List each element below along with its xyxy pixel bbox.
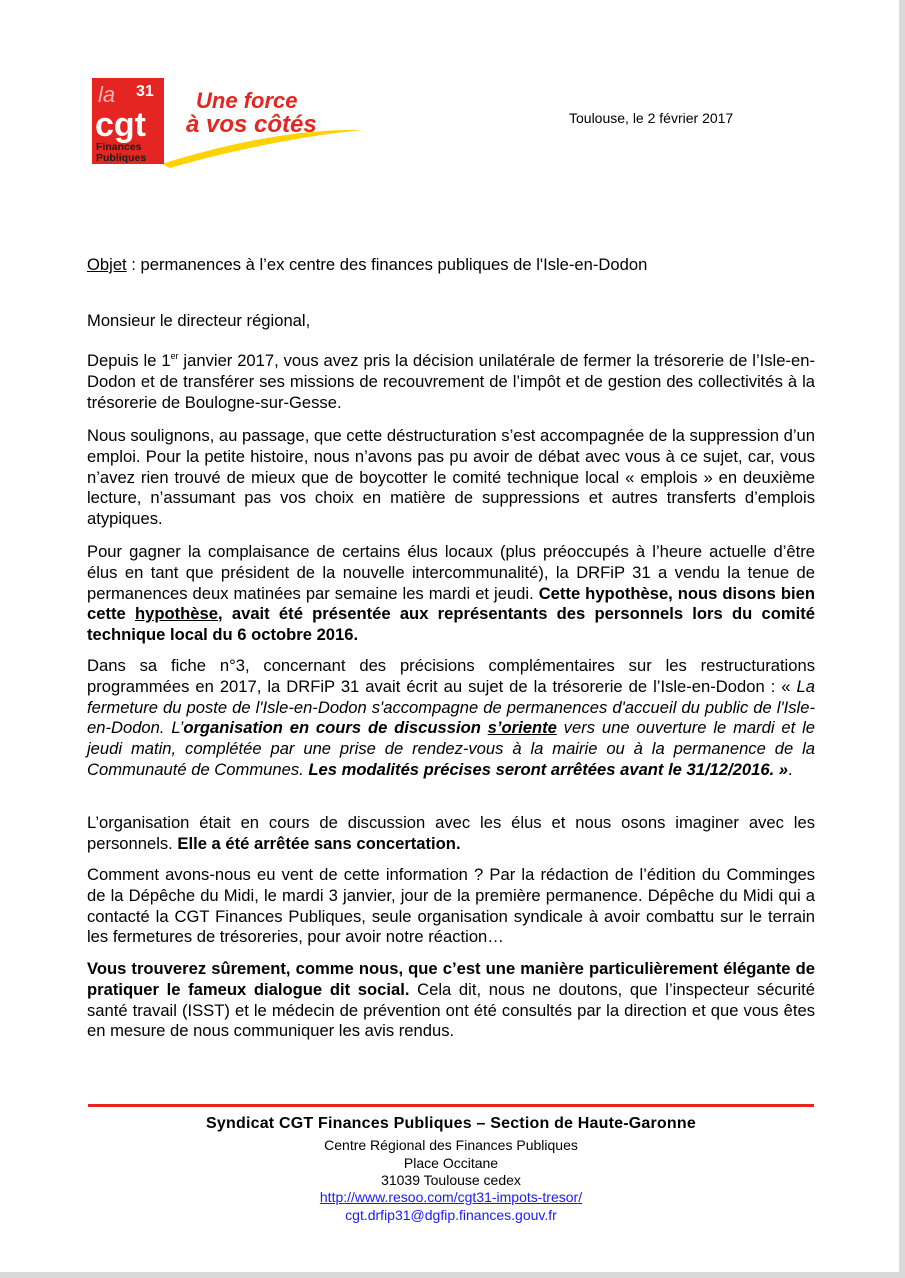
cgt-logo-graphic [92, 78, 372, 170]
cgt-logo [92, 78, 372, 170]
footer-email-link[interactable]: cgt.drfip31@dgfip.finances.gouv.fr [345, 1207, 557, 1223]
footer-address-3: 31039 Toulouse cedex [381, 1172, 521, 1188]
p7-text: Cela dit, nous ne doutons, que l’inspecteur sécurité santé travail (ISST) et le médecin de prévention ont été consultés par la direction et que vous êtes en mesure de nous communiquer les avis rendus. [87, 979, 816, 1041]
salutation: Monsieur le directeur régional, [87, 311, 311, 330]
logo-cgt: cgt [95, 106, 146, 144]
footer-url-link[interactable]: http://www.resoo.com/cgt31-impots-tresor/ [319, 1189, 583, 1205]
logo-sub2: Publiques [96, 152, 147, 164]
p3-bold-a: Cette hypothèse, nous disons bien cette [87, 583, 815, 624]
paragraph-1 [87, 351, 815, 413]
p4-quote-bold-end: Les modalités précises seront arrêtées avant le 31/12/2016. » [308, 759, 789, 779]
p1-superscript: er [170, 351, 179, 361]
p4-quote-a: La fermeture du poste de l'Isle-en-Dodon s'accompagne de permanences d'accueil du public de l'Isle-en-Dodon. L’ [87, 676, 815, 738]
p4-quote-bold-underlined: s’oriente [487, 718, 557, 738]
logo-la: la [98, 82, 116, 107]
logo-slogan-1: Une force [196, 88, 298, 113]
logo-slogan-2: à vos côtés [186, 111, 317, 138]
paragraph-7 [87, 959, 815, 1042]
paragraph-4 [87, 656, 815, 781]
logo-sub1: Finances [96, 141, 142, 153]
logo-number: 31 [136, 83, 154, 100]
page-edge-right [899, 0, 905, 1278]
paragraph-3 [87, 542, 815, 646]
footer-title: Syndicat CGT Finances Publiques – Section de Haute-Garonne [206, 1115, 696, 1132]
footer-email-row [87, 1207, 815, 1224]
p1-text-b: janvier 2017, vous avez pris la décision unilatérale de fermer la trésorerie de l’Isle-en-Dodon et de transférer ses missions de recouvrement de l’impôt et de gestion des collectivités à la trésorerie de Boulogne-sur-Gesse. [87, 351, 815, 412]
subject-text: : permanences à l’ex centre des finances publiques de l'Isle-en-Dodon [126, 255, 648, 274]
p4-period: . [788, 759, 793, 779]
footer-address-2: Place Occitane [403, 1155, 499, 1171]
p4-quote-b: vers une ouverture le mardi et le jeudi matin, complétée par une prise de rendez-vous à la mairie ou à la permanence de la Communauté de Communes. [87, 718, 815, 779]
footer-divider [88, 1104, 814, 1107]
p1-text-a: Depuis le 1 [87, 351, 171, 370]
footer-address-1: Centre Régional des Finances Publiques [324, 1137, 578, 1153]
paragraph-5 [87, 813, 815, 855]
subject-label: Objet [87, 255, 127, 274]
letter-date: Toulouse, le 2 février 2017 [569, 110, 734, 126]
p3-bold-b: , avait été présentée aux représentants des personnels lors du comité technique local du 6 octobre 2016. [87, 604, 815, 645]
p3-text-a: Pour gagner la complaisance de certains élus locaux (plus préoccupés à l’heure actuelle d’être élus en tant que président de la nouvelle intercommunalité), la DRFiP 31 a vendu la tenue de permanences deux matinées par semaine les mardi et jeudi. [87, 542, 815, 603]
p3-bold-underlined: hypothèse [135, 604, 218, 624]
paragraph-2: Nous soulignons, au passage, que cette déstructuration s’est accompagnée de la suppression d’un emploi. Pour la petite histoire, nous n’avons pas pu avoir de débat avec vous à ce sujet, car, vous n’avez rien trouvé de mieux que de boycotter le comité technique local « emplois » en deuxième lecture, n’assumant pas vos choix en matière de suppressions et autres transferts d’emplois atypiques. [87, 426, 815, 529]
page-edge-bottom [0, 1272, 905, 1278]
p5-text: L’organisation était en cours de discussion avec les élus et nous osons imaginer avec les personnels. [87, 813, 815, 853]
subject-line [87, 255, 815, 276]
paragraph-6: Comment avons-nous eu vent de cette information ? Par la rédaction de l’édition du Comminges de la Dépêche du Midi, le mardi 3 janvier, jour de la première permanence. Dépêche du Midi qui a contacté la CGT Finances Publiques, seule organisation syndicale à avoir combattu sur le terrain les fermetures de trésoreries, pour avoir notre réaction… [87, 865, 815, 947]
p5-bold: Elle a été arrêtée sans concertation. [177, 833, 461, 853]
p4-quote-bold: organisation en cours de discussion [183, 718, 488, 738]
footer-url-row [87, 1189, 815, 1206]
p4-text-a: Dans sa fiche n°3, concernant des précisions complémentaires sur les restructurations programmées en 2017, la DRFiP 31 avait écrit au sujet de la trésorerie de l’Isle-en-Dodon : « [87, 656, 815, 696]
p7-bold: Vous trouverez sûrement, comme nous, que c’est une manière particulièrement élégante de pratiquer le fameux dialogue dit social. [87, 959, 815, 999]
